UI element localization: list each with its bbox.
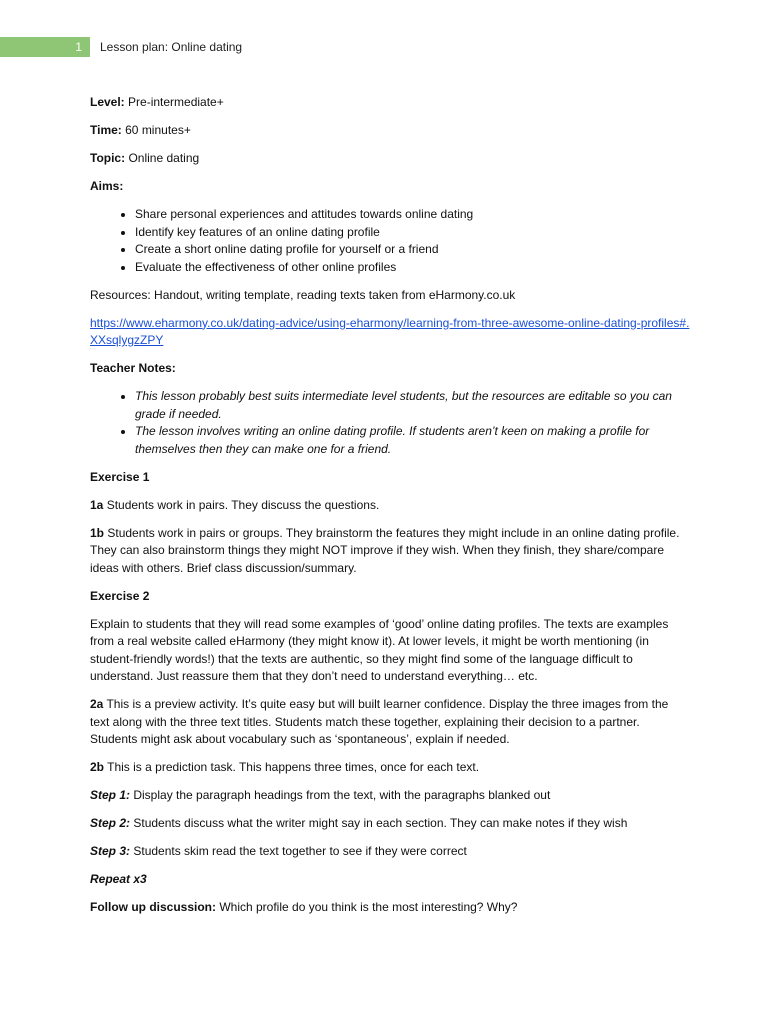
aim-item: • Create a short online dating profile for yourself or a friend — [135, 241, 690, 259]
source-link[interactable]: https://www.eharmony.co.uk/dating-advice/using-eharmony/learning-from-three-awesome-online-dating-profiles#.XXsqlygzZPY — [90, 315, 690, 347]
aim-item: • Share personal experiences and attitudes towards online dating — [135, 206, 690, 224]
level-line — [90, 94, 690, 112]
level-value: Pre-intermediate+ — [124, 95, 224, 109]
step-1: Step 1: Display the paragraph headings from the text, with the paragraphs blanked out — [90, 788, 551, 802]
step-2: Step 2: Students discuss what the writer might say in each section. They can make notes if they wish — [90, 816, 628, 830]
resources-line: Resources: Handout, writing template, reading texts taken from eHarmony.co.uk — [90, 287, 516, 302]
level-label: Level: — [90, 95, 125, 109]
exercise1a: 1a Students work in pairs. They discuss the questions. — [90, 497, 380, 512]
aims-heading: Aims: — [90, 179, 124, 193]
page-header — [0, 37, 768, 57]
topic-line — [90, 150, 690, 168]
exercise2a: 2a This is a preview activity. It’s quite easy but will built learner confidence. Display the three images from the text along with the three text titles. Students match these together, explaining their decision to a partner. Students might ask about vocabulary such as ‘spontaneous’, explain if needed. — [90, 697, 669, 746]
exercise1-heading: Exercise 1 — [90, 469, 150, 484]
exercise1b: 1b Students work in pairs or groups. They brainstorm the features they might include in an online dating profile. They can also brainstorm things they might NOT improve if they wish. When they finish, they share/compare ideas with others. Brief class discussion/summary. — [90, 525, 680, 575]
time-value: 60 minutes+ — [121, 123, 191, 137]
topic-value: Online dating — [125, 151, 200, 165]
teacher-note-item: • The lesson involves writing an online dating profile. If students aren’t keen on making a profile for themselves then they can make one for a friend. — [135, 423, 690, 458]
lesson-plan-body — [90, 94, 690, 927]
page-number: 1 — [0, 37, 90, 57]
teacher-note-item: • This lesson probably best suits intermediate level students, but the resources are editable so you can grade if needed. — [135, 388, 690, 423]
time-label: Time: — [90, 123, 122, 137]
repeat-note: Repeat x3 — [90, 872, 147, 886]
step-3: Step 3: Students skim read the text together to see if they were correct — [90, 844, 467, 858]
topic-label: Topic: — [90, 151, 126, 165]
exercise2-heading: Exercise 2 — [90, 588, 150, 603]
exercise2b: 2b This is a prediction task. This happens three times, once for each text. — [90, 760, 480, 774]
aim-item: • Evaluate the effectiveness of other online profiles — [135, 259, 690, 277]
teacher-notes-list — [90, 388, 690, 458]
time-line — [90, 122, 690, 140]
aim-item: • Identify key features of an online dating profile — [135, 224, 690, 242]
exercise2-intro: Explain to students that they will read some examples of ‘good’ online dating profiles. The texts are examples from a real website called eHarmony (they might know it). At lower levels, it might be worth mentioning (in student-friendly words!) that the texts are authentic, so they might find some of the language difficult to understand. Just reassure them that they don’t need to understand everything… etc. — [90, 616, 669, 683]
document-title: Lesson plan: Online dating — [100, 40, 243, 54]
follow-up-line: Follow up discussion: Which profile do you think is the most interesting? Why? — [90, 900, 518, 914]
teacher-notes-heading: Teacher Notes: — [90, 361, 176, 375]
aims-list — [90, 206, 690, 276]
